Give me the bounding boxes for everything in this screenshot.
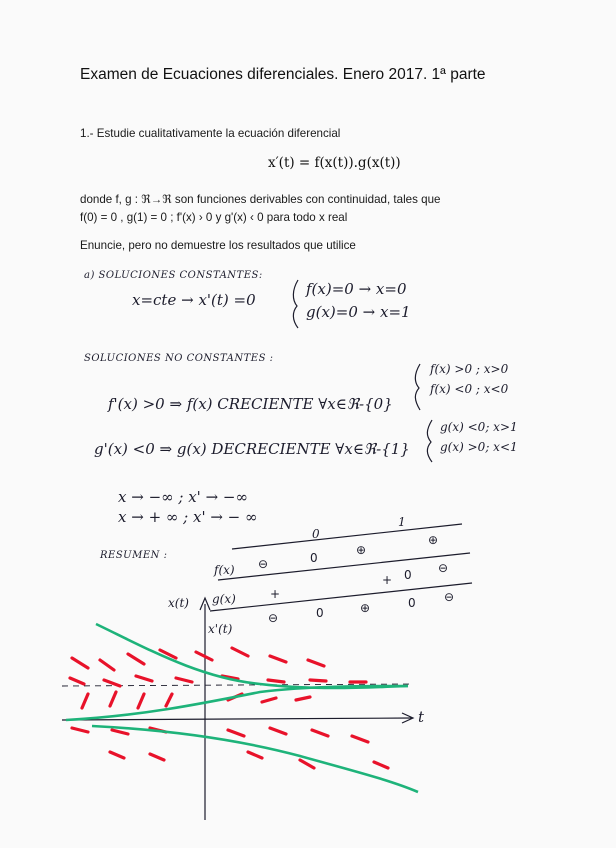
- g-row-sign-3: 0: [404, 568, 412, 582]
- row-label-f: f(x): [214, 563, 235, 577]
- marker-zero: 0: [312, 527, 320, 541]
- axis-label-y: x(t): [168, 596, 189, 610]
- x-row-sign-4: 0: [408, 596, 416, 610]
- f-sign-negative: f(x) <0 ; x<0: [430, 382, 509, 396]
- g-row-sign-2: +: [382, 573, 393, 587]
- curve-below: [92, 726, 418, 792]
- brace-g-sign: [427, 420, 432, 462]
- g-sign-negative: g(x) <0; x>1: [440, 420, 518, 434]
- t-axis: [62, 718, 412, 720]
- g-zero-line: g(x)=0 → x=1: [306, 303, 411, 321]
- row-label-g: g(x): [212, 592, 236, 606]
- curve-between: [66, 686, 408, 720]
- brace-constant: [293, 280, 298, 328]
- f-row-sign-1: ⊖: [258, 557, 269, 571]
- nonconstant-label: SOLUCIONES NO CONSTANTES :: [84, 353, 274, 364]
- curve-above: [96, 624, 408, 688]
- equilibrium-line: [62, 684, 412, 686]
- f-zero-line: f(x)=0 → x=0: [306, 280, 407, 298]
- f-row-sign-2: 0: [310, 551, 318, 565]
- conditions-line-1: donde f, g : ℜ→ℜ son funciones derivables con continuidad, tales que: [80, 193, 441, 206]
- x-row-sign-3: ⊕: [360, 601, 371, 615]
- f-row-sign-3: ⊕: [356, 543, 367, 557]
- slope-field: [70, 648, 388, 768]
- problem-statement: 1.- Estudie cualitativamente la ecuación diferencial: [80, 127, 341, 140]
- fprime-line: f'(x) >0 ⇒ f(x) CRECIENTE ∀x∈ℜ-{0}: [108, 395, 393, 413]
- page-title: Examen de Ecuaciones diferenciales. Enero 2017. 1ª parte: [80, 66, 486, 83]
- marker-one: 1: [398, 515, 406, 529]
- f-sign-positive: f(x) >0 ; x>0: [430, 362, 509, 376]
- t-axis-arrow: [402, 713, 413, 723]
- x-row-sign-2: 0: [316, 606, 324, 620]
- y-axis-arrow: [200, 598, 210, 610]
- solution-curves: [66, 624, 418, 792]
- x-row-sign-1: ⊖: [268, 611, 279, 625]
- gprime-line: g'(x) <0 ⇒ g(x) DECRECIENTE ∀x∈ℜ-{1}: [94, 440, 410, 458]
- axis-label-t: t: [418, 708, 425, 726]
- table-line-2: [218, 553, 470, 580]
- instruction: Enuncie, pero no demuestre los resultados que utilice: [80, 239, 356, 252]
- differential-equation: x′(t) = f(x(t)).g(x(t)): [268, 155, 401, 171]
- limit-minus-infinity: x → −∞ ; x' → −∞: [118, 488, 248, 506]
- limit-plus-infinity: x → + ∞ ; x' → − ∞: [118, 508, 258, 526]
- brace-f-sign: [415, 364, 420, 410]
- part-a-label: a) SOLUCIONES CONSTANTES:: [84, 270, 263, 281]
- row-label-xprime: x'(t): [208, 622, 233, 636]
- x-row-sign-5: ⊖: [444, 590, 455, 604]
- constant-solution-line: x=cte → x'(t) =0: [132, 291, 256, 309]
- g-row-sign-4: ⊖: [438, 561, 449, 575]
- g-row-sign-1: +: [270, 587, 281, 601]
- conditions-line-2: f(0) = 0 , g(1) = 0 ; f'(x) › 0 y g'(x) ‹ 0 para todo x real: [80, 211, 348, 224]
- f-row-sign-4: ⊕: [428, 533, 439, 547]
- table-line-3: [210, 583, 472, 611]
- g-sign-positive: g(x) >0; x<1: [440, 440, 518, 454]
- summary-label: RESUMEN :: [100, 550, 168, 561]
